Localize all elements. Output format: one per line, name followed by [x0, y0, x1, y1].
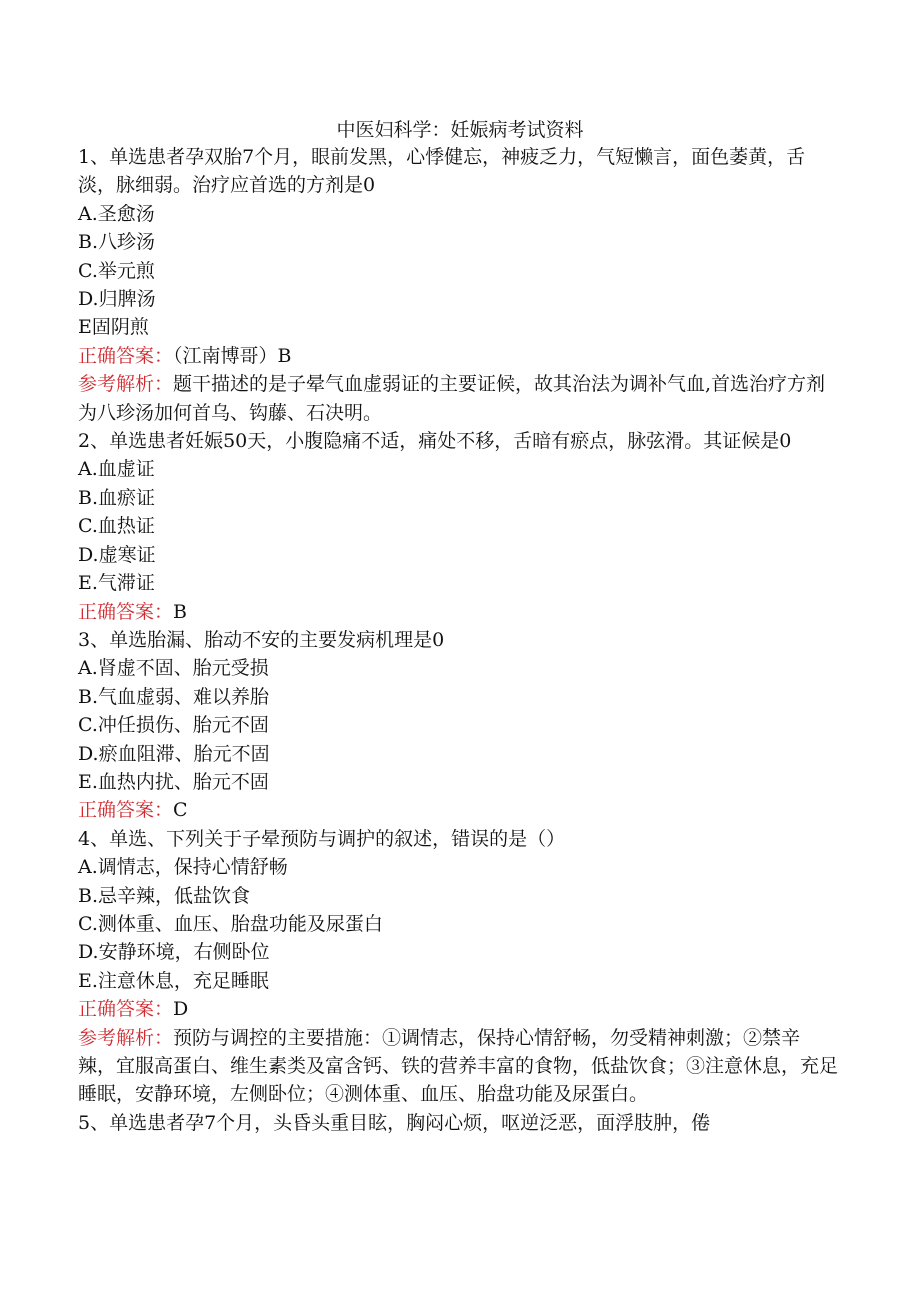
- document-title: 中医妇科学：妊娠病考试资料: [336, 119, 584, 141]
- question-4-stem: 4、单选、下列关于子晕预防与调护的叙述，错误的是（）: [78, 827, 566, 850]
- analysis-label: 参考解析：: [78, 373, 174, 396]
- question-4-option-a: A.调情志，保持心情舒畅: [78, 856, 288, 879]
- answer-label: 正确答案：: [78, 998, 174, 1021]
- question-2-option-c: C.血热证: [78, 515, 155, 538]
- question-2-answer: [78, 598, 838, 626]
- analysis-label: 参考解析：: [78, 1026, 174, 1049]
- question-1-option-c: C.举元煎: [78, 259, 155, 282]
- answer-label: 正确答案：: [78, 799, 174, 822]
- question-5-stem: 5、单选患者孕7个月，头昏头重目眩，胸闷心烦，呕逆泛恶，面浮肢肿，倦: [78, 1111, 711, 1134]
- answer-value: C: [173, 799, 188, 822]
- question-4-answer: [78, 995, 838, 1023]
- answer-label: 正确答案：: [78, 600, 174, 623]
- question-1-option-a: A.圣愈汤: [78, 202, 155, 225]
- document-body: [78, 143, 838, 1137]
- question-3-option-c: C.冲任损伤、胎元不固: [78, 714, 269, 737]
- question-4-analysis: [78, 1024, 838, 1109]
- question-2-option-d: D.虚寒证: [78, 543, 156, 566]
- question-3-option-b: B.气血虚弱、难以养胎: [78, 685, 270, 708]
- question-2-option-a: A.血虚证: [78, 458, 155, 481]
- question-3-option-a: A.肾虚不固、胎元受损: [78, 657, 269, 680]
- question-4-option-e: E.注意休息，充足睡眠: [78, 969, 269, 992]
- question-3-option-e: E.血热内扰、胎元不固: [78, 770, 269, 793]
- question-1-stem: 1、单选患者孕双胎7个月，眼前发黑，心悸健忘，神疲乏力，气短懒言，面色萎黄，舌淡，脉细弱。治疗应首选的方剂是0: [78, 146, 806, 197]
- question-3-answer: [78, 796, 838, 824]
- question-1-answer: [78, 342, 838, 370]
- answer-label: 正确答案：: [78, 344, 174, 367]
- question-3-option-d: D.瘀血阻滞、胎元不固: [78, 742, 270, 765]
- analysis-text: 预防与调控的主要措施：①调情志，保持心情舒畅，勿受精神刺激；②禁辛辣，宜服高蛋白、维生素类及富含钙、铁的营养丰富的食物，低盐饮食；③注意休息，充足睡眠，安静环境，左侧卧位；④测体重、血压、胎盘功能及尿蛋白。: [78, 1026, 839, 1106]
- question-1-option-d: D.归脾汤: [78, 288, 156, 311]
- question-3-stem: 3、单选胎漏、胎动不安的主要发病机理是0: [78, 628, 445, 651]
- answer-value: D: [173, 998, 189, 1021]
- question-1-option-e: E固阴煎: [78, 316, 149, 339]
- question-4-option-b: B.忌辛辣，低盐饮食: [78, 884, 251, 907]
- analysis-text: 题干描述的是子晕气血虚弱证的主要证候，故其治法为调补气血,首选治疗方剂为八珍汤加何首乌、钩藤、石决明。: [78, 373, 826, 424]
- question-4-option-d: D.安静环境，右侧卧位: [78, 941, 270, 964]
- question-2-option-b: B.血瘀证: [78, 486, 156, 509]
- question-2-stem: 2、单选患者妊娠50天，小腹隐痛不适，痛处不移，舌暗有瘀点，脉弦滑。其证候是0: [78, 430, 792, 453]
- question-1-analysis: [78, 370, 838, 427]
- answer-value: （江南博哥）B: [173, 344, 292, 367]
- question-2-option-e: E.气滞证: [78, 572, 155, 595]
- question-4-option-c: C.测体重、血压、胎盘功能及尿蛋白: [78, 912, 383, 935]
- question-1-option-b: B.八珍汤: [78, 231, 156, 254]
- answer-value: B: [173, 600, 187, 623]
